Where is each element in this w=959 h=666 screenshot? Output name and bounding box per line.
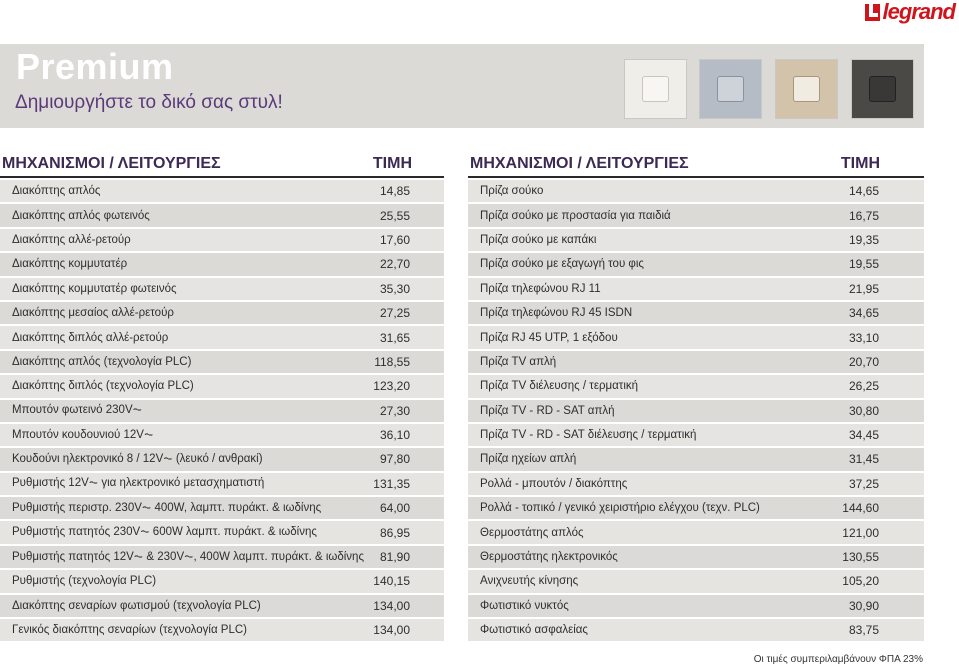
table-row xyxy=(468,619,924,641)
right-table-rows xyxy=(468,180,924,641)
table-row xyxy=(468,180,924,202)
row-price: 31,65 xyxy=(379,330,410,345)
row-label: Διακόπτης κομμυτατέρ xyxy=(12,258,128,271)
table-row xyxy=(0,424,444,446)
table-row xyxy=(0,448,444,470)
row-label: Πρίζα TV διέλευσης / τερματική xyxy=(480,380,639,393)
row-label: Ρυθμιστής περιστρ. 230V⏦ 400W, λαμπτ. πυράκτ. & ιωδίνης xyxy=(12,501,322,514)
row-price: 26,25 xyxy=(848,379,879,394)
row-label: Πρίζα σούκο με προστασία για παιδιά xyxy=(480,209,671,222)
row-label: Διακόπτης απλός xyxy=(12,185,101,198)
left-header-label: ΜΗΧΑΝΙΣΜΟΙ / ΛΕΙΤΟΥΡΓΙΕΣ xyxy=(2,155,221,172)
row-price: 144,60 xyxy=(842,501,879,516)
row-price: 134,00 xyxy=(373,623,410,638)
row-label: Φωτιστικό ασφαλείας xyxy=(480,624,588,637)
switch-graphite-image xyxy=(852,60,913,118)
left-table-rows xyxy=(0,180,444,641)
row-price: 19,35 xyxy=(848,232,879,247)
row-label: Ρολλά - μπουτόν / διακόπτης xyxy=(480,477,628,490)
row-price: 131,35 xyxy=(373,476,410,491)
row-label: Ρυθμιστής 12V⏦ για ηλεκτρονικό μετασχηματιστή xyxy=(12,477,265,490)
row-label: Πρίζα σούκο με καπάκι xyxy=(480,233,597,246)
row-price: 17,60 xyxy=(379,232,410,247)
banner-subtitle: Δημιουργήστε το δικό σας στυλ! xyxy=(15,92,283,113)
legrand-logo xyxy=(865,2,955,22)
switch-champagne-image xyxy=(776,60,837,118)
row-price: 19,55 xyxy=(848,257,879,272)
table-row xyxy=(468,400,924,422)
table-row xyxy=(468,326,924,348)
row-label: Διακόπτης απλός φωτεινός xyxy=(12,209,150,222)
row-price: 83,75 xyxy=(848,623,879,638)
table-row xyxy=(468,229,924,251)
table-row xyxy=(0,375,444,397)
row-label: Ρυθμιστής πατητός 12V⏦ & 230V⏦, 400W λαμπτ. πυράκτ. & ιωδίνης xyxy=(12,550,364,563)
table-row xyxy=(0,497,444,519)
table-row xyxy=(0,595,444,617)
table-row xyxy=(0,278,444,300)
switch-white-image xyxy=(625,60,686,118)
table-row xyxy=(468,473,924,495)
right-header-label: ΜΗΧΑΝΙΣΜΟΙ / ΛΕΙΤΟΥΡΓΙΕΣ xyxy=(470,155,689,172)
row-label: Θερμοστάτης απλός xyxy=(480,526,584,539)
left-header-price: ΤΙΜΗ xyxy=(372,155,412,172)
row-price: 134,00 xyxy=(373,598,410,613)
row-label: Θερμοστάτης ηλεκτρονικός xyxy=(480,551,618,564)
table-row xyxy=(468,570,924,592)
row-label: Διακόπτης αλλέ-ρετούρ xyxy=(12,233,131,246)
row-price: 25,55 xyxy=(379,208,410,223)
table-row xyxy=(0,521,444,543)
row-price: 34,45 xyxy=(848,428,879,443)
row-label: Πρίζα TV - RD - SAT απλή xyxy=(480,404,615,417)
row-label: Διακόπτης απλός (τεχνολογία PLC) xyxy=(12,355,192,368)
table-row xyxy=(468,546,924,568)
table-row xyxy=(0,619,444,641)
row-price: 37,25 xyxy=(848,476,879,491)
row-label: Πρίζα TV - RD - SAT διέλευσης / τερματική xyxy=(480,429,697,442)
table-row xyxy=(468,448,924,470)
row-price: 118,55 xyxy=(374,354,410,369)
row-label: Πρίζα τηλεφώνου RJ 45 ISDN xyxy=(480,307,633,320)
switch-aluminium-image xyxy=(700,60,761,118)
row-label: Διακόπτης κομμυτατέρ φωτεινός xyxy=(12,282,177,295)
row-label: Πρίζα ηχείων απλή xyxy=(480,453,577,466)
legrand-mark-icon xyxy=(865,4,880,21)
table-row xyxy=(468,302,924,324)
row-label: Πρίζα σούκο με εξαγωγή του φις xyxy=(480,258,644,271)
left-price-table xyxy=(0,154,444,643)
row-price: 86,95 xyxy=(379,525,410,540)
table-row xyxy=(0,473,444,495)
row-price: 27,25 xyxy=(379,306,410,321)
left-table-header xyxy=(0,154,444,178)
row-label: Ρολλά - τοπικό / γενικό χειριστήριο ελέγχου (τεχν. PLC) xyxy=(480,502,760,515)
row-label: Πρίζα σούκο xyxy=(480,185,544,198)
row-label: Διακόπτης διπλός αλλέ-ρετούρ xyxy=(12,331,169,344)
row-label: Φωτιστικό νυκτός xyxy=(480,599,569,612)
row-label: Ρυθμιστής πατητός 230V⏦ 600W λαμπτ. πυράκτ. & ιωδίνης xyxy=(12,526,317,539)
row-label: Μπουτόν φωτεινό 230V⏦ xyxy=(12,404,143,417)
row-price: 36,10 xyxy=(379,428,410,443)
table-row xyxy=(0,180,444,202)
table-row xyxy=(0,546,444,568)
row-price: 81,90 xyxy=(379,550,410,565)
table-row xyxy=(0,570,444,592)
row-price: 14,65 xyxy=(848,184,879,199)
row-price: 64,00 xyxy=(379,501,410,516)
table-row xyxy=(468,204,924,226)
row-price: 27,30 xyxy=(379,403,410,418)
table-row xyxy=(0,253,444,275)
brand-name: legrand xyxy=(882,0,955,24)
table-row xyxy=(468,424,924,446)
row-price: 14,85 xyxy=(379,184,410,199)
row-price: 35,30 xyxy=(379,281,410,296)
row-label: Πρίζα τηλεφώνου RJ 11 xyxy=(480,282,601,295)
row-label: Μπουτόν κουδουνιού 12V⏦ xyxy=(12,428,154,441)
row-price: 121,00 xyxy=(842,525,879,540)
right-table-header xyxy=(468,154,924,178)
row-price: 123,20 xyxy=(373,379,410,394)
row-label: Πρίζα TV απλή xyxy=(480,355,557,368)
right-price-table xyxy=(468,154,924,643)
table-row xyxy=(0,229,444,251)
row-label: Πρίζα RJ 45 UTP, 1 εξόδου xyxy=(480,331,618,344)
table-row xyxy=(468,497,924,519)
row-label: Γενικός διακόπτης σεναρίων (τεχνολογία PLC) xyxy=(12,624,247,637)
row-price: 34,65 xyxy=(848,306,879,321)
table-row xyxy=(0,204,444,226)
row-price: 97,80 xyxy=(379,452,410,467)
row-label: Διακόπτης μεσαίος αλλέ-ρετούρ xyxy=(12,307,174,320)
table-row xyxy=(468,375,924,397)
row-price: 20,70 xyxy=(848,354,879,369)
table-row xyxy=(468,521,924,543)
row-label: Κουδούνι ηλεκτρονικό 8 / 12V⏦ (λευκό / ανθρακί) xyxy=(12,452,263,465)
row-price: 130,55 xyxy=(842,550,879,565)
row-price: 105,20 xyxy=(842,574,879,589)
row-price: 30,90 xyxy=(848,598,879,613)
row-price: 33,10 xyxy=(848,330,879,345)
row-price: 22,70 xyxy=(379,257,410,272)
table-row xyxy=(0,400,444,422)
banner-title: Premium xyxy=(16,46,174,87)
table-row xyxy=(468,278,924,300)
table-row xyxy=(468,351,924,373)
table-row xyxy=(468,595,924,617)
row-price: 16,75 xyxy=(848,208,879,223)
table-row xyxy=(0,302,444,324)
row-price: 140,15 xyxy=(373,574,410,589)
table-row xyxy=(468,253,924,275)
row-label: Ρυθμιστής (τεχνολογία PLC) xyxy=(12,575,157,588)
row-price: 31,45 xyxy=(848,452,879,467)
premium-banner xyxy=(0,44,924,128)
row-price: 21,95 xyxy=(848,281,879,296)
table-row xyxy=(0,326,444,348)
right-header-price: ΤΙΜΗ xyxy=(840,155,880,172)
row-label: Διακόπτης σεναρίων φωτισμού (τεχνολογία PLC) xyxy=(12,599,261,612)
vat-note: Οι τιμές συμπεριλαμβάνουν ΦΠΑ 23% xyxy=(753,654,923,665)
row-label: Ανιχνευτής κίνησης xyxy=(480,575,579,588)
table-row xyxy=(0,351,444,373)
row-price: 30,80 xyxy=(848,403,879,418)
row-label: Διακόπτης διπλός (τεχνολογία PLC) xyxy=(12,380,194,393)
